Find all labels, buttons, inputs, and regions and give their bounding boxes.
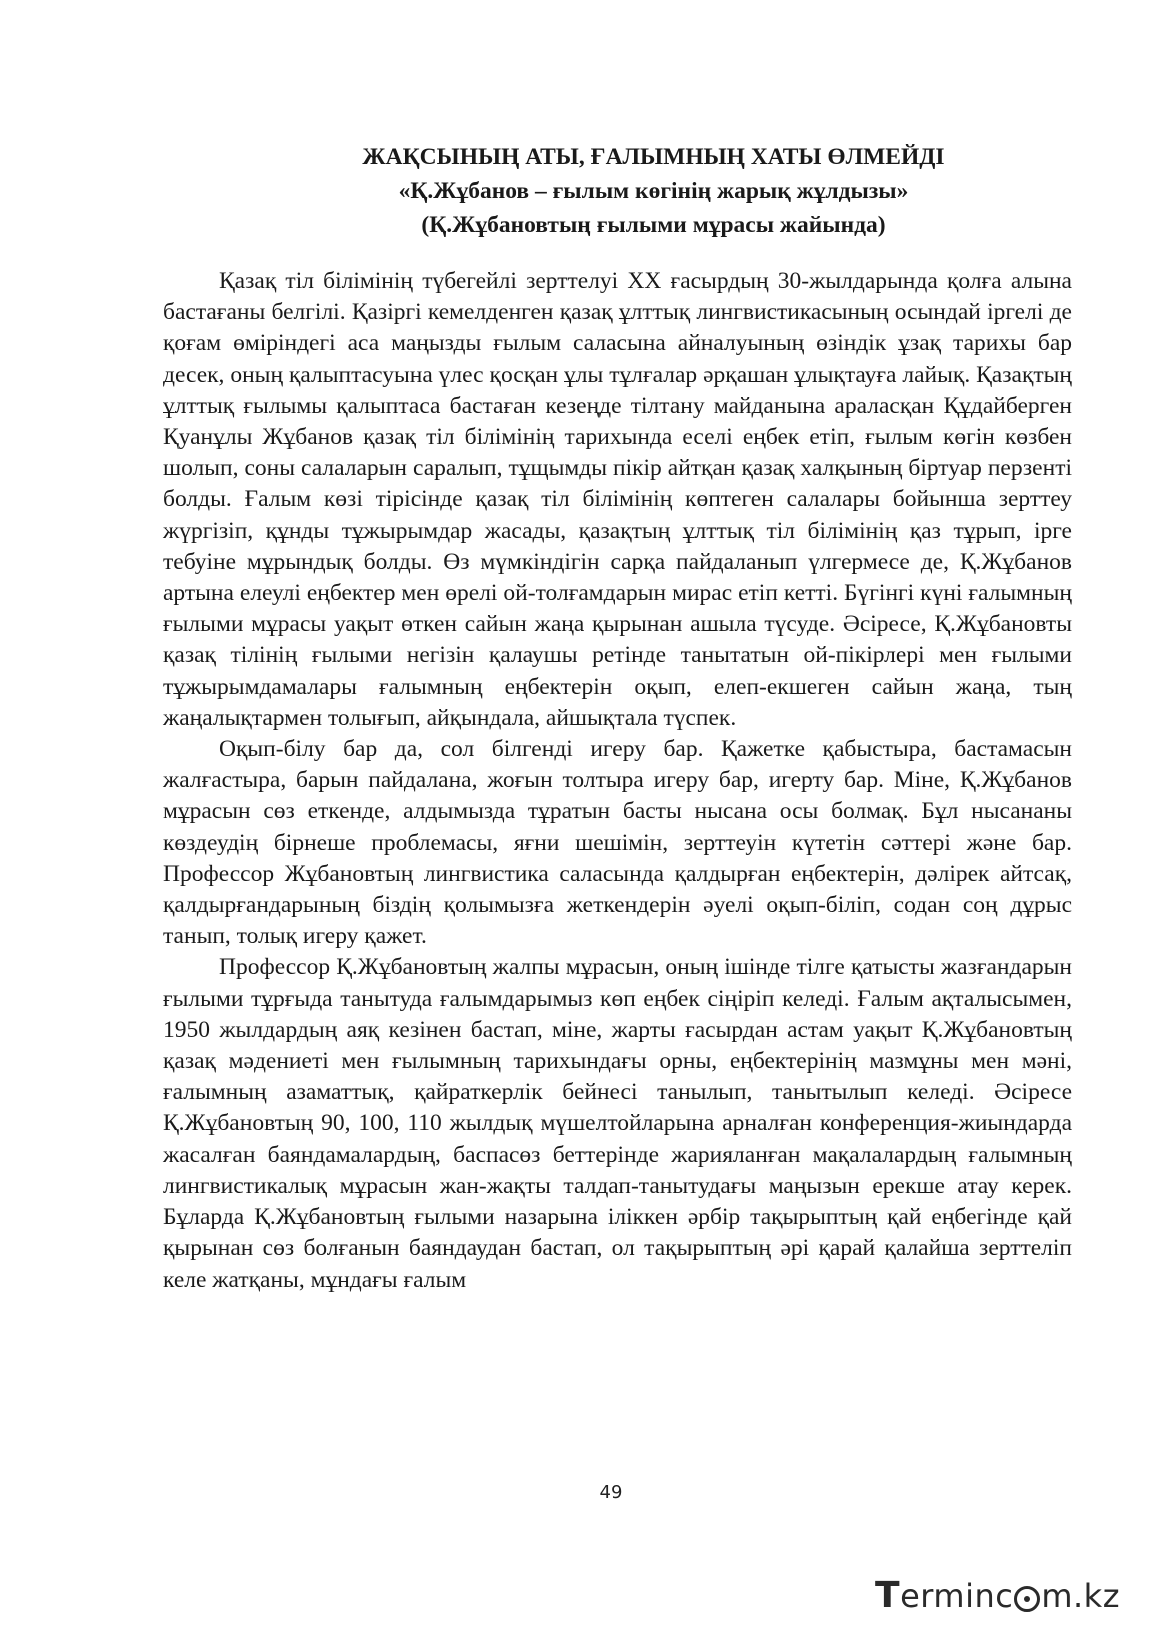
watermark-text-end: m.kz [1041,1576,1120,1615]
article-header [160,140,1072,242]
article-title: ЖАҚСЫНЫҢ АТЫ, ҒАЛЫМНЫҢ ХАТЫ ӨЛМЕЙДІ [362,144,945,170]
article-subtitle: «Қ.Жұбанов – ғылым көгінің жарық жұлдызы» [398,178,909,204]
watermark-letter: T [875,1575,901,1616]
article-subtitle-secondary: (Қ.Жұбановтың ғылыми мұрасы жайында) [421,212,886,238]
paragraph: Профессор Қ.Жұбановтың жалпы мұрасын, оның ішінде тілге қатысты жазғандарын ғылыми тұрғыда танытуда ғалымдарымыз көп еңбек сіңіріп келеді. Ғалым ақталысымен, 1950 жылдардың аяқ кезінен бастап, міне, жарты ғасырдан астам уақыт Қ.Жұбановтың қазақ мәдениеті мен ғылымның тарихындағы орны, еңбектерінің мазмұны мен мәні, ғалымның азаматтық, қайраткерлік бейнесі танылып, танытылып келеді. Әсіресе Қ.Жұбановтың 90, 100, 110 жылдық мүшелтойларына арналған конференция-жиындарда жасалған баяндамалардың, баспасөз беттерінде жарияланған мақалалардың ғалымның лингвистикалық мұрасын жан-жақты талдап-танытудағы маңызын ерекше атау керек. Бұларда Қ.Жұбановтың ғылыми назарына іліккен әрбір тақырыптың қай еңбегінде қай қырынан сөз болғанын баяндаудан бастап, ол тақырыптың әрі қарай қалайша зерттеліп келе жатқаны, мұндағы ғалым [163,954,1072,1293]
paragraph: Оқып-білу бар да, сол білгенді игеру бар. Қажетке қабыстыра, бастамасын жалғастыра, барын пайдалана, жоғын толтыра игеру бар, игерту бар. Міне, Қ.Жұбанов мұрасын сөз еткенде, алдымызда тұратын басты нысана осы болмақ. Бұл нысананы көздеудің бірнеше проблемасы, яғни шешімін, зерттеуін күтетін сәттері және бар. Профессор Жұбановтың лингвистика саласында қалдырған еңбектерін, дәлірек айтсақ, қалдырғандарының біздің қолымызға жеткендерін әуелі оқып-біліп, содан соң дұрыс танып, толық игеру қажет. [163,736,1072,950]
watermark-text-start: erminc [900,1576,1014,1615]
article-body [163,266,1072,1296]
page-number: 49 [599,1482,623,1503]
paragraph: Қазақ тіл білімінің түбегейлі зерттелуі ХХ ғасырдың 30-жылдарында қолға алына бастағаны белгілі. Қазіргі кемелденген қазақ ұлттық лингвистикасының осындай іргелі де қоғам өміріндегі аса маңызды ғылым саласына айналуының өзіндік ұзақ тарихы бар десек, оның қалыптасуына үлес қосқан ұлы тұлғалар әрқашан ұлықтауға лайық. Қазақтың ұлттық ғылымы қалыптаса бастаған кезеңде тілтану майданына араласқан Құдайберген Қуанұлы Жұбанов қазақ тіл білімінің тарихында еселі еңбек етіп, ғылым көгін көзбен шолып, соны салаларын саралып, тұщымды пікір айтқан қазақ халқының біртуар перзенті болды. Ғалым көзі тірісінде қазақ тіл білімінің көптеген салалары бойынша зерттеу жүргізіп, құнды тұжырымдар жасады, қазақтың ұлттық тіл білімінің қаз тұрып, ірге тебуіне мұрындық болды. Өз мүмкіндігін сарқа пайдаланып үлгермесе де, Қ.Жұбанов артына елеулі еңбектер мен өрелі ой-толғамдарын мирас етіп кетті. Бүгінгі күні ғалымның ғылыми мұрасы уақыт өткен сайын жаңа қырынан ашыла түсуде. Әсіресе, Қ.Жұбановты қазақ тілінің ғылыми негізін қалаушы ретінде танытатын ой-пікірлері мен ғылыми тұжырымдамалары ғалымның еңбектерін оқып, елеп-екшеген сайын жаңа, тың жаңалықтармен толығып, айқындала, айшықтала түспек. [163,268,1072,731]
watermark-o-icon [1014,1586,1040,1612]
site-watermark [875,1575,1120,1616]
